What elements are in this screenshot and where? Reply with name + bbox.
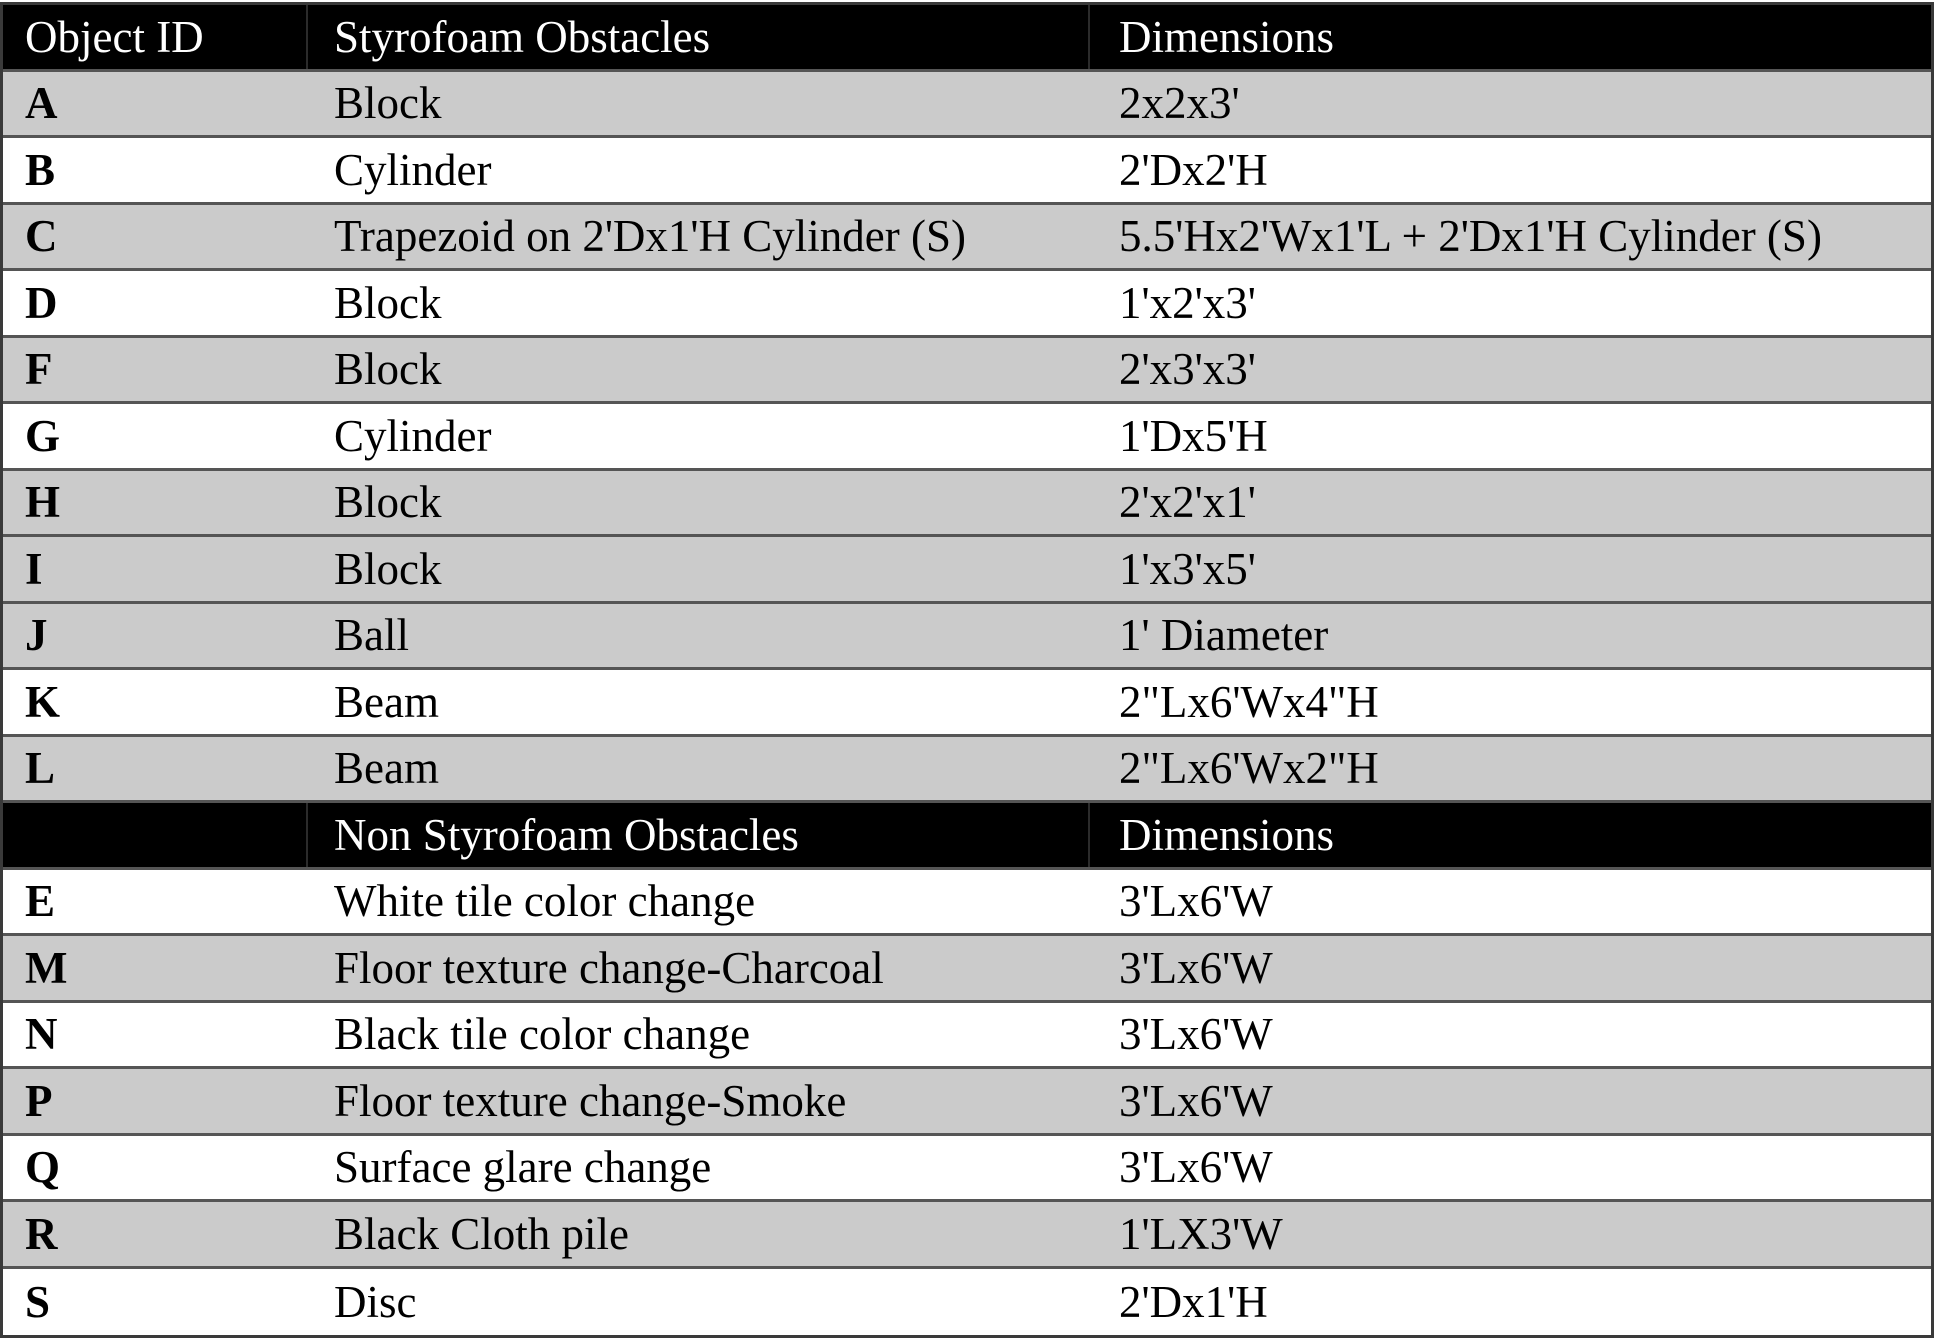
obstacle-name-cell: Block (334, 344, 442, 395)
table-row (3, 1269, 1931, 1336)
table-row (3, 1136, 1931, 1203)
table-row (3, 138, 1931, 205)
object-id-cell: J (25, 610, 48, 661)
dimensions-cell: 2'x3'x3' (1119, 344, 1256, 395)
dimensions-cell: 3'Lx6'W (1119, 1009, 1273, 1060)
obstacle-name-cell: Floor texture change-Charcoal (334, 942, 884, 993)
object-id-cell: A (25, 78, 58, 129)
object-id-cell: S (25, 1276, 51, 1327)
obstacle-name-cell: Surface glare change (334, 1142, 712, 1193)
non-styrofoam-header-row (3, 803, 1931, 870)
object-id-cell: M (25, 942, 68, 993)
obstacle-name-cell: White tile color change (334, 876, 756, 927)
dimensions-cell: 3'Lx6'W (1119, 1142, 1273, 1193)
header-object-id: Object ID (3, 5, 308, 69)
obstacle-name-cell: Cylinder (334, 410, 492, 461)
dimensions-cell: 1'Dx5'H (1119, 410, 1268, 461)
table-row (3, 338, 1931, 405)
dimensions-cell: 2"Lx6'Wx4"H (1119, 676, 1379, 727)
dimensions-cell: 2'Dx2'H (1119, 144, 1268, 195)
table-row (3, 604, 1931, 671)
obstacle-name-cell: Block (334, 277, 442, 328)
table-row (3, 72, 1931, 139)
object-id-cell: L (25, 743, 56, 794)
object-id-cell: D (25, 277, 58, 328)
object-id-cell: Q (25, 1142, 61, 1193)
table-row (3, 1202, 1931, 1269)
obstacle-name-cell: Cylinder (334, 144, 492, 195)
dimensions-cell: 1'LX3'W (1119, 1208, 1283, 1259)
obstacles-table (0, 2, 1934, 1338)
table-row (3, 936, 1931, 1003)
styrofoam-header-row (3, 5, 1931, 72)
object-id-cell: F (25, 344, 53, 395)
table-row (3, 471, 1931, 538)
table-row (3, 1003, 1931, 1070)
dimensions-cell: 3'Lx6'W (1119, 876, 1273, 927)
dimensions-cell: 3'Lx6'W (1119, 942, 1273, 993)
header-non-styrofoam-obstacles: Non Styrofoam Obstacles (308, 803, 1090, 867)
obstacle-name-cell: Beam (334, 743, 439, 794)
obstacle-name-cell: Ball (334, 610, 409, 661)
obstacle-name-cell: Block (334, 78, 442, 129)
dimensions-cell: 1'x3'x5' (1119, 543, 1256, 594)
object-id-cell: B (25, 144, 56, 195)
header-styrofoam-obstacles: Styrofoam Obstacles (308, 5, 1090, 69)
dimensions-cell: 5.5'Hx2'Wx1'L + 2'Dx1'H Cylinder (S) (1119, 211, 1822, 262)
dimensions-cell: 2"Lx6'Wx2"H (1119, 743, 1379, 794)
obstacle-name-cell: Disc (334, 1276, 417, 1327)
obstacle-name-cell: Floor texture change-Smoke (334, 1075, 847, 1126)
object-id-cell: R (25, 1208, 58, 1259)
obstacle-name-cell: Black Cloth pile (334, 1208, 629, 1259)
obstacle-name-cell: Trapezoid on 2'Dx1'H Cylinder (S) (334, 211, 966, 262)
object-id-cell: G (25, 410, 61, 461)
table-row (3, 205, 1931, 272)
table-row (3, 870, 1931, 937)
object-id-cell: K (25, 676, 61, 727)
object-id-cell: E (25, 876, 56, 927)
header-dimensions: Dimensions (1119, 11, 1335, 62)
dimensions-cell: 2'Dx1'H (1119, 1276, 1268, 1327)
object-id-cell: N (25, 1009, 58, 1060)
object-id-cell: I (25, 543, 43, 594)
dimensions-cell: 1' Diameter (1119, 610, 1329, 661)
header-empty-id (3, 803, 308, 867)
table-row (3, 537, 1931, 604)
obstacle-name-cell: Beam (334, 676, 439, 727)
object-id-cell: C (25, 211, 58, 262)
dimensions-cell: 2'x2'x1' (1119, 477, 1256, 528)
obstacle-name-cell: Block (334, 543, 442, 594)
table-row (3, 670, 1931, 737)
obstacle-name-cell: Black tile color change (334, 1009, 751, 1060)
object-id-cell: H (25, 477, 61, 528)
dimensions-cell: 3'Lx6'W (1119, 1075, 1273, 1126)
table-row (3, 737, 1931, 804)
table-row (3, 404, 1931, 471)
table-row (3, 271, 1931, 338)
obstacle-name-cell: Block (334, 477, 442, 528)
header-dimensions: Dimensions (1119, 809, 1335, 860)
dimensions-cell: 1'x2'x3' (1119, 277, 1256, 328)
object-id-cell: P (25, 1075, 53, 1126)
table-row (3, 1069, 1931, 1136)
dimensions-cell: 2x2x3' (1119, 78, 1240, 129)
